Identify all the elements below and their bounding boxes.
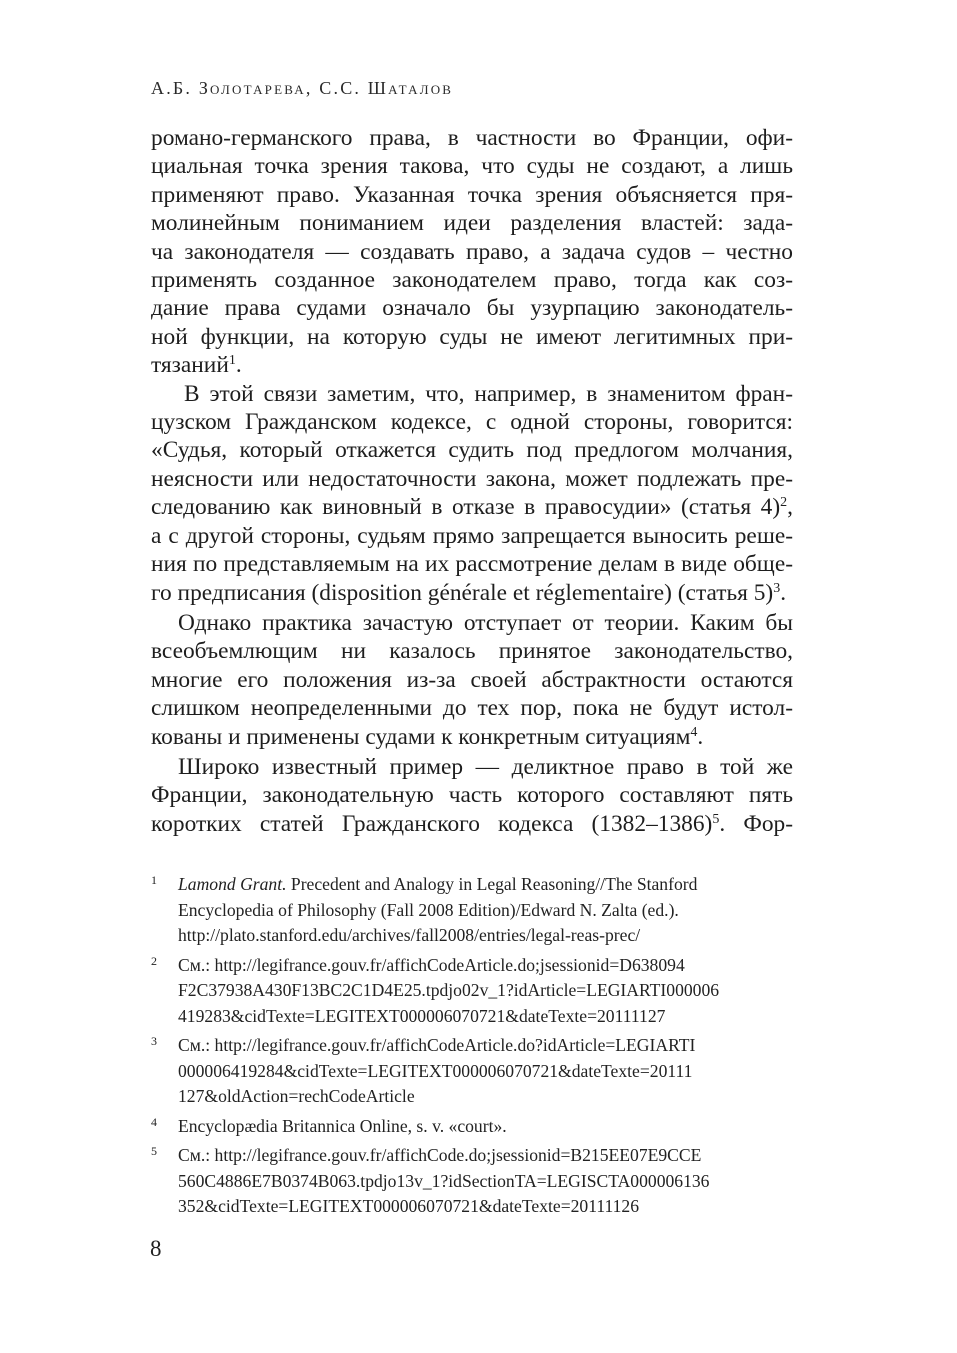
text-line [151,810,793,838]
text-fragment: . Фор- [719,810,794,837]
page-number: 8 [150,1236,162,1261]
footnote-2 [151,953,796,1030]
main-text [151,124,793,838]
footnote-link[interactable]: 000006419284&cidTexte=LEGITEXT000006070721&dateTexte=20111 [178,1060,693,1081]
text-line: Франции, законодательную часть которого составляют пять [151,782,793,809]
text-line: слишком неопределенными до тех пор, пока не будут истол- [151,695,793,722]
running-head: А.Б. Золотарева, С.С. Шаталов [151,78,454,98]
text-line: молинейным пониманием идеи разделения властей: зада- [151,210,793,237]
text-fragment: го предписания (disposition générale et réglementaire) (статья 5) [151,579,774,606]
text-line: романо-германского права, в частности во Франции, офи- [151,125,793,151]
footnote-link[interactable]: 419283&cidTexte=LEGITEXT000006070721&dateTexte=20111127 [178,1005,666,1026]
footnote-author: Lamond Grant. [178,874,287,894]
text-line: тязаний$^1$. [151,352,242,379]
footnote-number: 4 [151,1114,157,1129]
footnote-5 [151,1143,796,1220]
paragraph-3 [151,609,793,751]
text-line: циальная точка зрения такова, что суды не создают, а лишь [151,153,793,180]
text-line: ной функции, на которую суды не имеют легитимных при- [151,323,793,350]
footnote-number: 1 [151,873,157,887]
punctuation: . [780,579,787,606]
punctuation: . [697,723,704,750]
footnote-ref-5[interactable]: 5 [712,811,720,827]
footnote-number: 2 [151,953,157,968]
text-line: всеобъемлющим ни казалось принятое законодательство, [151,638,793,665]
footnote-text: Precedent and Analogy in Legal Reasoning//The Stanford [286,874,698,894]
text-line: «Судья, который откажется судить под предлогом молчания, [151,437,793,464]
footnote-line: Encyclopedia of Philosophy (Fall 2008 Edition)/Edward N. Zalta (ed.). [178,899,679,920]
paragraph-1 [151,124,793,380]
footnote-text: Encyclopædia Britannica Online, s. v. «court». [178,1115,507,1136]
text-fragment: коротких статей Гражданского кодекса (1382–1386) [151,810,713,837]
footnote-ref-4[interactable]: 4 [690,724,698,740]
footnote-link[interactable]: 560C4886E7B0374B063.tpdjo13v_1?idSectionTA=LEGISCTA000006136 [178,1170,710,1191]
text-line: дание права судами означало бы узурпацию законодатель- [151,295,793,322]
footnote-link[interactable]: См.: http://legifrance.gouv.fr/affichCodeArticle.do?idArticle=LEGIARTI [178,1035,696,1055]
footnote-1 [151,872,796,949]
paragraph-4 [151,753,793,838]
footnote-number: 3 [151,1034,157,1048]
text-fragment: кованы и применены судами к конкретным ситуациям [151,723,691,750]
text-line [151,723,793,751]
text-line: а с другой стороны, судьям прямо запрещается выносить реше- [151,522,793,549]
footnote-ref-2[interactable]: 2 [780,495,788,511]
footnote-link[interactable]: 127&oldAction=rechCodeArticle [178,1086,415,1106]
text-line [151,579,793,607]
footnote-link[interactable]: http://plato.stanford.edu/archives/fall2008/entries/legal-reas-prec/ [178,925,641,945]
text-line: ча законодателя — создавать право, а задача судов – честно [151,238,793,265]
footnote-link[interactable]: См.: http://legifrance.gouv.fr/affichCode.do;jsessionid=B215EE07E9CCE [178,1145,702,1165]
text-line: Широко известный пример — деликтное право в той же [178,753,793,780]
footnote-line [178,872,796,898]
text-line: цузском Гражданском кодексе, с одной стороны, говорится: [151,409,793,436]
footnote-4 [151,1114,796,1140]
text-line: неясности или недостаточности закона, может подлежать пре- [151,465,793,492]
footnote-3 [151,1033,796,1110]
text-line: В этой связи заметим, что, например, в знаменитом фран- [184,380,793,407]
footnote-link[interactable]: 352&cidTexte=LEGITEXT000006070721&dateTexte=20111126 [178,1196,640,1216]
footnote-ref-1[interactable]: 1 [228,353,236,369]
footnote-link[interactable]: См.: http://legifrance.gouv.fr/affichCodeArticle.do;jsessionid=D638094 [178,954,685,975]
text-fragment: тязаний [151,352,229,379]
footnote-ref-3[interactable]: 3 [773,580,781,596]
footnote-number: 5 [151,1144,157,1158]
paragraph-2 [151,380,793,607]
text-line: применяют право. Указанная точка зрения объясняется пря- [151,181,793,208]
punctuation: , [787,494,793,521]
text-line: Однако практика зачастую отступает от теории. Каким бы [178,609,793,636]
footnote-link[interactable]: F2C37938A430F13BC2C1D4E25.tpdjo02v_1?idArticle=LEGIARTI000006 [178,980,720,1000]
text-line: применять созданное законодателем право, тогда как соз- [151,267,793,294]
text-line: многие его положения из-за своей абстрактности остаются [151,666,793,693]
footnotes [151,872,796,1224]
text-line: ния по представляемым на их рассмотрение делам в виде обще- [151,551,793,578]
text-fragment: следованию как виновный в отказе в правосудии» (статья 4) [151,494,781,521]
text-line [151,493,793,521]
